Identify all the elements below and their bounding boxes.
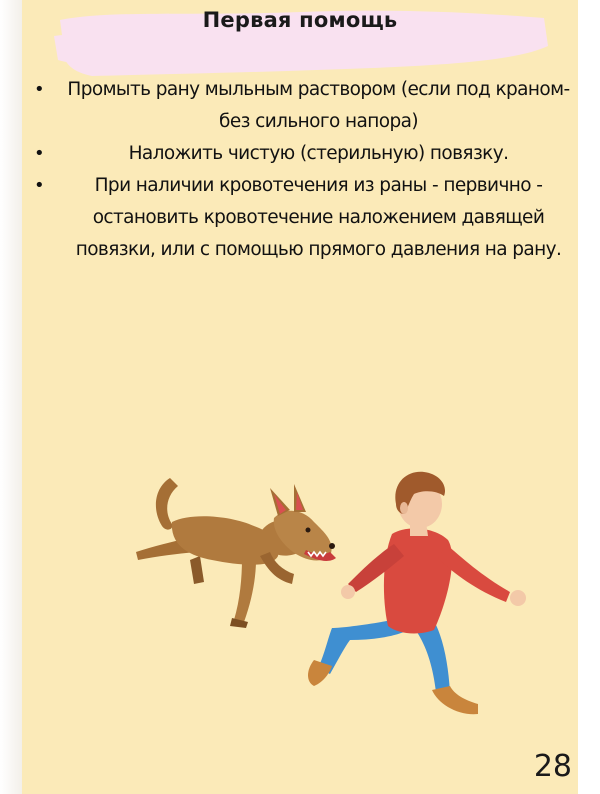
book-page (22, 0, 578, 794)
page-title: Первая помощь (202, 8, 398, 32)
instruction-text: Промыть рану мыльным раствором (если под краном-без сильного напора) (67, 79, 570, 132)
instruction-text: При наличии кровотечения из раны - первично - остановить кровотечение наложением давящей повязки, или с помощью прямого давления на рану. (75, 175, 562, 260)
instruction-text: Наложить чистую (стерильную) повязку. (128, 143, 509, 164)
first-aid-instructions (30, 74, 575, 266)
bullet-icon: • (34, 79, 45, 100)
page-edge-shadow (0, 0, 22, 794)
list-item (30, 170, 575, 266)
bullet-icon: • (34, 143, 45, 164)
dog-icon (136, 478, 336, 628)
list-item (30, 74, 575, 138)
dog-chasing-boy-illustration (92, 460, 562, 740)
page-number: 28 (533, 749, 572, 784)
running-boy-icon (308, 472, 526, 714)
bullet-icon: • (34, 175, 45, 196)
list-item (30, 138, 575, 170)
